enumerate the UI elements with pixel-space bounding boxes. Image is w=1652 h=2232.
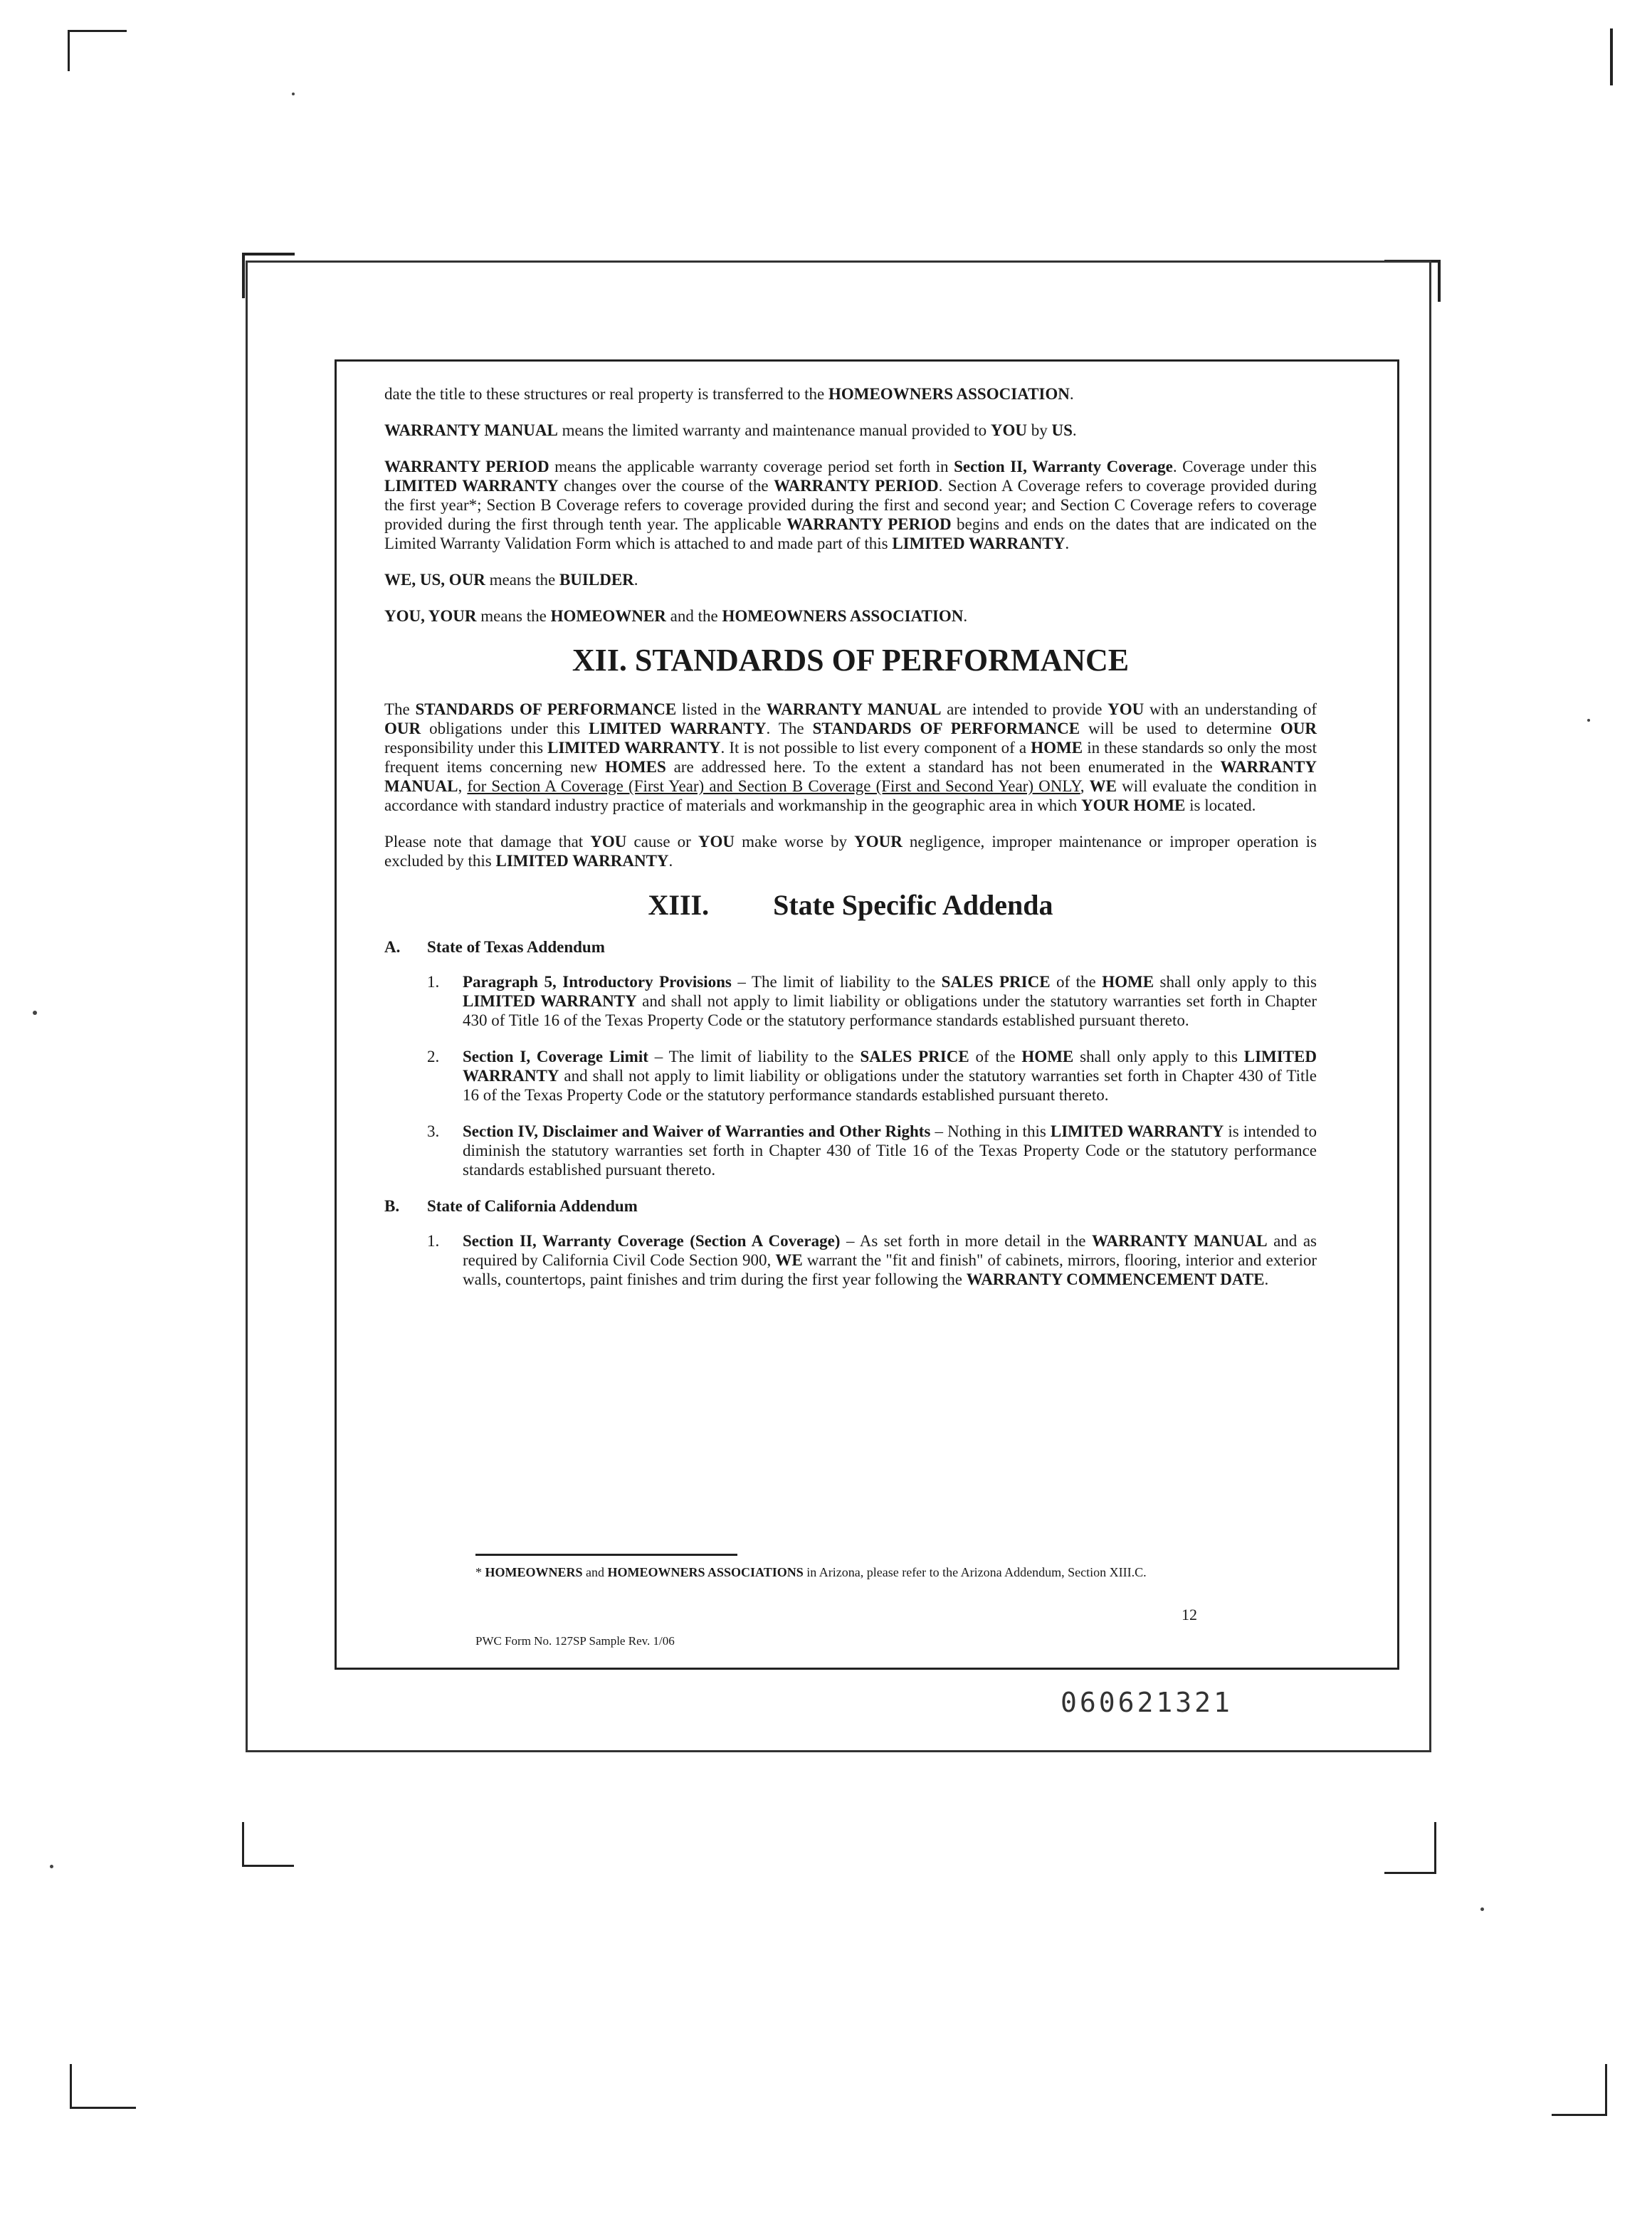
crop-mark-bottom-right <box>1552 2064 1607 2116</box>
california-addendum-heading: B. State of California Addendum <box>384 1197 638 1215</box>
texas-item-3: 3. Section IV, Disclaimer and Waiver of Warranties and Other Rights – Nothing in this LIMITED WARRANTY is intended to diminish the statutory warranties set forth in Chapter 430 of Title 16 of the Texas Property Code or the statutory performance standards established pursuant thereto. <box>427 1122 1317 1179</box>
scan-speck <box>292 93 295 95</box>
document-id-stamp: 060621321 <box>1061 1687 1233 1718</box>
footnote-rule <box>475 1554 737 1556</box>
standards-paragraph-1: The STANDARDS OF PERFORMANCE listed in the WARRANTY MANUAL are intended to provide YOU with an understanding of OUR obligations under this LIMITED WARRANTY. The STANDARDS OF PERFORMANCE will be used to determine OUR responsibility under this LIMITED WARRANTY. It is not possible to list every component of a HOME in these standards so only the most frequent items concerning new HOMES are addressed here. To the extent a standard has not been enumerated in the WARRANTY MANUAL, for Section A Coverage (First Year) and Section B Coverage (First and Second Year) ONLY, WE will evaluate the condition in accordance with standard industry practice of materials and workmanship in the geographic area in which YOUR HOME is located. <box>384 700 1317 814</box>
inner-mark-bottom-left <box>242 1822 294 1867</box>
california-item-1: 1. Section II, Warranty Coverage (Section A Coverage) – As set forth in more detail in the WARRANTY MANUAL and as required by California Civil Code Section 900, WE warrant the "fit and finish" of cabinets, mirrors, flooring, interior and exterior walls, countertops, paint finishes and trim during the first year following the WARRANTY COMMENCEMENT DATE. <box>427 1232 1317 1288</box>
definition-we-us-our: WE, US, OUR means the BUILDER. <box>384 571 638 589</box>
footnote: * HOMEOWNERS and HOMEOWNERS ASSOCIATIONS in Arizona, please refer to the Arizona Addendum, Section XIII.C. <box>475 1565 1147 1579</box>
document-body <box>384 384 1317 1306</box>
section-13-heading <box>384 889 1317 922</box>
form-number: PWC Form No. 127SP Sample Rev. 1/06 <box>475 1634 675 1648</box>
crop-mark-top-left <box>68 30 127 71</box>
texas-item-1: 1. Paragraph 5, Introductory Provisions – The limit of liability to the SALES PRICE of the HOME shall only apply to this LIMITED WARRANTY and shall not apply to limit liability or obligations under the statutory warranties set forth in Chapter 430 of Title 16 of the Texas Property Code or the statutory performance standards established pursuant thereto. <box>427 973 1317 1029</box>
definition-you-your: YOU, YOUR means the HOMEOWNER and the HOMEOWNERS ASSOCIATION. <box>384 607 968 625</box>
section-13-number: XIII. <box>648 889 710 921</box>
scan-speck <box>33 1011 37 1015</box>
texas-addendum-heading: A. State of Texas Addendum <box>384 938 605 956</box>
section-12-heading: XII. STANDARDS OF PERFORMANCE <box>572 643 1130 678</box>
intro-paragraph-1: date the title to these structures or real property is transferred to the HOMEOWNERS ASSOCIATION. <box>384 385 1074 403</box>
scan-speck <box>1480 1907 1484 1911</box>
scan-speck <box>50 1865 53 1868</box>
standards-paragraph-2: Please note that damage that YOU cause or YOU make worse by YOUR negligence, improper maintenance or improper operation is excluded by this LIMITED WARRANTY. <box>384 833 1317 870</box>
scan-speck <box>1587 719 1590 722</box>
crop-mark-bottom-left <box>70 2064 136 2109</box>
definition-warranty-manual: WARRANTY MANUAL means the limited warranty and maintenance manual provided to YOU by US. <box>384 421 1077 439</box>
page-number: 12 <box>1182 1606 1197 1623</box>
definition-warranty-period: WARRANTY PERIOD means the applicable warranty coverage period set forth in Section II, Warranty Coverage. Coverage under this LIMITED WARRANTY changes over the course of the WARRANTY PERIOD. Section A Coverage refers to coverage provided during the first year*; Section B Coverage refers to coverage provided during the first and second year; and Section C Coverage refers to coverage provided during the first through tenth year. The applicable WARRANTY PERIOD begins and ends on the dates that are indicated on the Limited Warranty Validation Form which is attached to and made part of this LIMITED WARRANTY. <box>384 458 1317 552</box>
inner-mark-bottom-right <box>1384 1822 1436 1874</box>
texas-item-2: 2. Section I, Coverage Limit – The limit of liability to the SALES PRICE of the HOME shall only apply to this LIMITED WARRANTY and shall not apply to limit liability or obligations under the statutory warranties set forth in Chapter 430 of Title 16 of the Texas Property Code or the statutory performance standards established pursuant thereto. <box>427 1048 1317 1104</box>
section-13-title: State Specific Addenda <box>773 889 1053 921</box>
crop-mark-top-right <box>1610 28 1613 85</box>
